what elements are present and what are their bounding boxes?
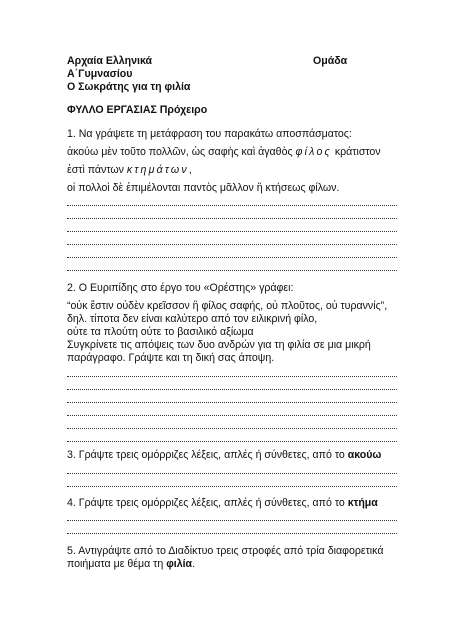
q1-text-line-1-start: ἀκούω μὲν τοῦτο πολλῶν, ὡς σαφὴς καὶ ἀγαθὸς	[67, 146, 296, 158]
q5-prompt-line-2	[67, 558, 195, 571]
answer-line[interactable]	[67, 533, 397, 534]
subject-heading: Αρχαία Ελληνικά	[67, 55, 153, 67]
q4-keyword: κτήμα	[347, 497, 378, 509]
q3-prompt-text: 3. Γράψτε τρεις ομόρριζες λέξεις, απλές ή σύνθετες, από το	[67, 449, 348, 461]
q5-keyword: φιλία	[166, 558, 193, 570]
q1-prompt: 1. Να γράψετε τη μετάφραση του παρακάτω αποσπάσματος:	[67, 128, 352, 140]
q1-spaced-word-philos: φίλος	[295, 146, 332, 158]
q1-text-line-1-end: κράτιστον	[331, 146, 381, 158]
answer-line[interactable]	[67, 428, 397, 429]
q1-text-line-1	[67, 146, 381, 159]
q1-text-line-3: οἱ πολλοὶ δὲ ἐπιμέλονται παντὸς μᾶλλον ἢ κτήσεως φίλων.	[67, 182, 340, 194]
answer-line[interactable]	[67, 520, 397, 521]
answer-line[interactable]	[67, 389, 397, 390]
answer-line[interactable]	[67, 244, 397, 245]
answer-line[interactable]	[67, 486, 397, 487]
q1-spaced-word-ktematon: κτημάτων	[126, 164, 189, 176]
q1-text-line-2	[67, 164, 192, 177]
q4-prompt-text: 4. Γράψτε τρεις ομόρριζες λέξεις, απλές ή σύνθετες, από το	[67, 497, 348, 509]
q5-prompt-end: .	[192, 558, 196, 570]
answer-line[interactable]	[67, 441, 397, 442]
group-label: Ομάδα	[313, 55, 348, 67]
answer-line[interactable]	[67, 376, 397, 377]
q5-prompt-text: ποιήματα με θέμα τη	[67, 558, 167, 570]
answer-line[interactable]	[67, 218, 397, 219]
answer-line[interactable]	[67, 402, 397, 403]
topic-heading: Ο Σωκράτης για τη φιλία	[67, 81, 191, 93]
q2-task-line-2: παράγραφο. Γράψτε και τη δική σας άποψη.	[67, 352, 275, 364]
answer-line[interactable]	[67, 257, 397, 258]
answer-line[interactable]	[67, 205, 397, 206]
q2-quote: “οὐκ ἔστιν οὐδὲν κρεῖσσον ἢ φίλος σαφής, οὐ πλοῦτος, οὐ τυραννίς”,	[67, 300, 388, 312]
answer-line[interactable]	[67, 473, 397, 474]
class-heading: Α΄Γυμνασίου	[67, 68, 133, 80]
q1-text-line-2-end: ,	[188, 164, 192, 176]
answer-line[interactable]	[67, 415, 397, 416]
q2-translation-line-1: δηλ. τίποτα δεν είναι καλύτερο από τον ειλικρινή φίλο,	[67, 313, 318, 325]
q1-text-line-2-start: ἐστὶ πάντων	[67, 164, 127, 176]
q4-prompt	[67, 497, 378, 510]
q3-prompt	[67, 449, 381, 462]
q3-keyword: ακούω	[347, 449, 382, 461]
q2-translation-line-2: ούτε τα πλούτη ούτε το βασιλικό αξίωμα	[67, 326, 254, 338]
q2-task-line-1: Συγκρίνετε τις απόψεις των δυο ανδρών για τη φιλία σε μια μικρή	[67, 339, 371, 351]
sheet-title: ΦΥΛΛΟ ΕΡΓΑΣΙΑΣ Πρόχειρο	[67, 104, 208, 116]
q5-prompt-line-1: 5. Αντιγράψτε από το Διαδίκτυο τρεις στροφές από τρία διαφορετικά	[67, 545, 384, 557]
answer-line[interactable]	[67, 270, 397, 271]
q2-prompt: 2. Ο Ευριπίδης στο έργο του «Ορέστης» γράφει:	[67, 282, 294, 294]
answer-line[interactable]	[67, 231, 397, 232]
